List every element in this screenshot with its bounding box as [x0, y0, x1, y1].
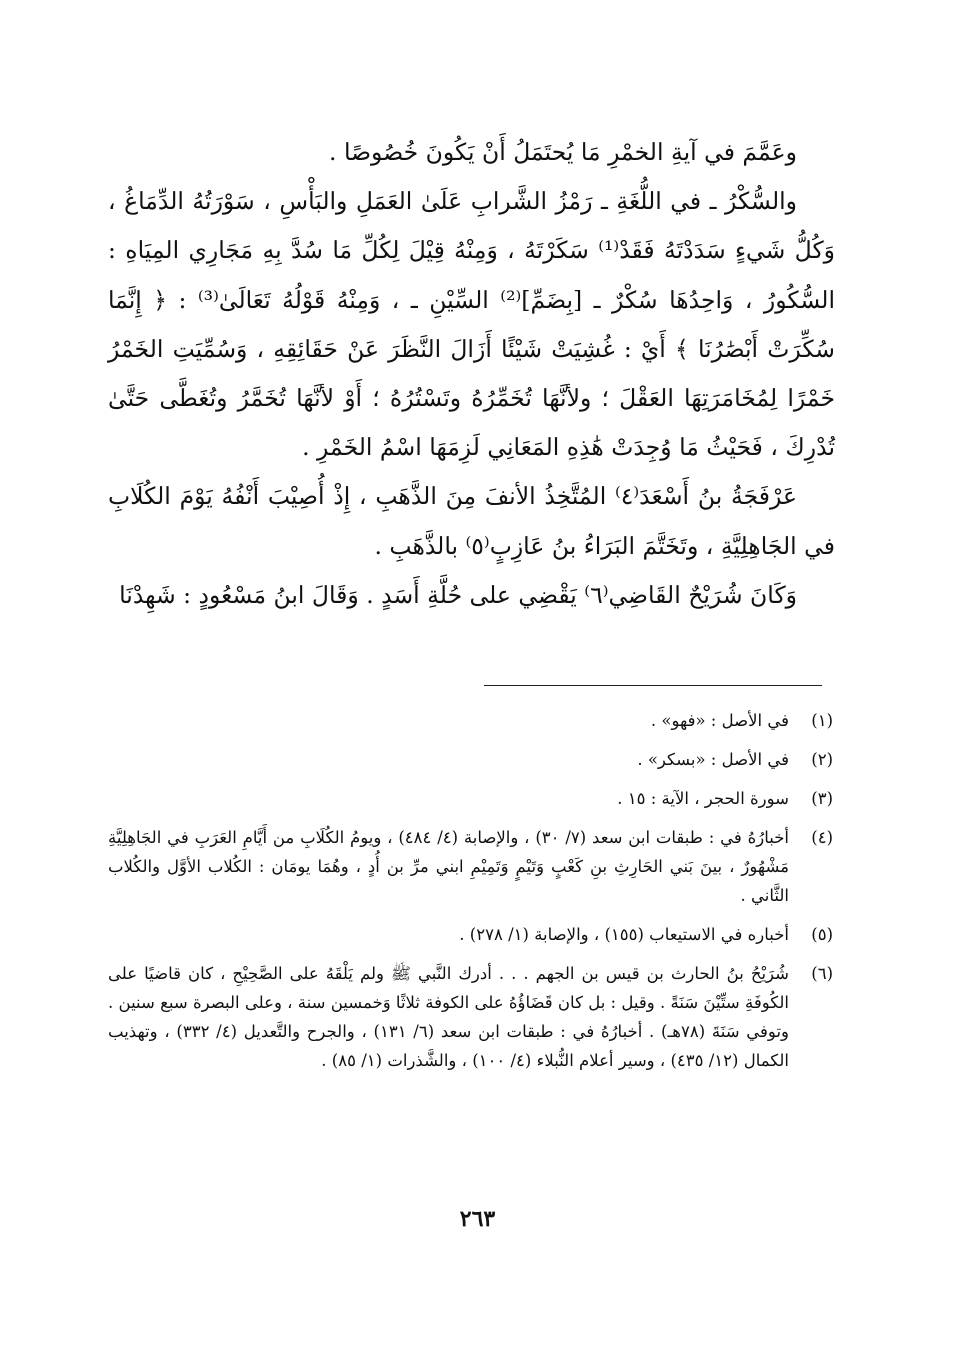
- footnote-number: (٥): [811, 925, 833, 944]
- footnote-number: (٣): [811, 789, 833, 808]
- page-number: ٢٦٣: [459, 1206, 496, 1232]
- footnote-text: سورة الحجر ، الآية : ١٥ .: [617, 789, 789, 808]
- footnote-separator: [484, 685, 822, 686]
- footnote-2: [108, 745, 833, 774]
- footnote-text: شُرَيْحُ بنُ الحارث بن قيس بن الجهم . . . أدرك النَّبي ﷺ ولم يَلْقَهُ على الصَّحِيْحِ ، كان قاضيًا على الكُوفَةِ ستِّيْنَ سَنَةً . وقيل : بل كان قَضَاؤُهُ على الكوفة ثلاثًا وَخمسين سنة ، وعلى البصرة سبع سنين . وتوفي سَنَةَ (٧٨هـ) . أخبارُهُ في : طبقات ابن سعد (٦/ ١٣١) ، والجرح والتَّعديل (٤/ ٣٣٢) ، وتهذيب الكمال (١٢/ ٤٣٥) ، وسير أعلام النُّبلاء (٤/ ١٠٠) ، والشَّذرات (١/ ٨٥) .: [108, 964, 789, 1070]
- footnote-text: أخباره في الاستيعاب (١٥٥) ، والإصابة (١/ ٢٧٨) .: [459, 925, 789, 944]
- paragraph-2: والسُّكْرُ ـ في اللُّغَةِ ـ رَمْزُ الشَّرابِ عَلَىٰ العَمَلِ والبَأْسِ ، سَوْرَتُهُ الدِّمَاغُ ، وَكُلُّ شَيءٍ سَدَدْتَهُ فَقَدْ⁽¹⁾ سَكَرْتَهُ ، وَمِنْهُ قِيْلَ لِكُلِّ مَا سُدَّ بِهِ مَجَارِي المِيَاهِ : السُّكُورُ ، وَاحِدُهَا سُكْرٌ ـ [بِضَمِّ]⁽²⁾ السِّيْنِ ـ ، وَمِنْهُ قَوْلُهُ تَعَالَىٰ⁽³⁾ : ﴿ إِنَّمَا سُكِّرَتْ أَبْصَٰرُنَا ﴾ أَيْ : غُشِيَتْ شَيْئًا أَزَالَ النَّظَرَ عَنْ حَقَائِقِهِ ، وَسُمِّيَتِ الخَمْرُ خَمْرًا لِمُخَامَرَتِهَا العَقْلَ ؛ ولأنَّهَا تُخَمِّرُهُ وتَسْتُرُهُ ؛ أَوْ لأنَّهَا تُخَمَّرُ وتُغَطَّى حَتَّىٰ تُدْرِكَ ، فَحَيْثُ مَا وُجِدَتْ هَٰذِهِ المَعَانِي لَزِمَهَا اسْمُ الخَمْرِ .: [108, 187, 835, 462]
- paragraph-3: عَرْفَجَةُ بنُ أَسْعَدَ⁽٤⁾ المُتَّخِذُ الأنفَ مِنَ الذَّهَبِ ، إِذْ أُصِيْبَ أَنْفُهُ يَوْمَ الكُلَابِ في الجَاهِلِيَّةِ ، وتَخَتَّمَ البَرَاءُ بنُ عَازِبٍ⁽٥⁾ بالذَّهَبِ .: [108, 482, 835, 560]
- footnote-1: [108, 706, 833, 735]
- footnote-number: (٢): [811, 750, 833, 769]
- paragraph-1: وعَمَّمَ في آيةِ الخمْرِ مَا يُحتَمَلُ أَنْ يَكُونَ خُصُوصًا .: [329, 138, 797, 166]
- footnote-number: (٤): [811, 828, 833, 847]
- footnote-text: أخبارُهُ في : طبقات ابن سعد (٧/ ٣٠) ، والإصابة (٤/ ٤٨٤) ، ويومُ الكُلَابِ من أَيَّامِ العَرَبِ في الجَاهِلِيَّةِ مَشْهُورٌ ، بينَ بَني الحَارِثِ بنِ كَعْبٍ وَتَيْمٍ وَتَمِيْمِ ابني مرِّ بن أُدٍ ، وهُمَا يومَان : الكُلاب الأوَّل والكُلاب الثَّاني .: [108, 828, 789, 905]
- footnote-5: [108, 920, 833, 949]
- paragraph-4: وَكَانَ شُرَيْحٌ القَاضِي⁽٦⁾ يَقْضِي على حُلَّةِ أَسَدٍ . وَقَالَ ابنُ مَسْعُودٍ : شَهِدْنَا: [119, 580, 797, 609]
- main-text: [108, 128, 835, 620]
- footnote-text: في الأصل : «فهو» .: [650, 711, 789, 730]
- footnote-3: [108, 784, 833, 813]
- footnote-number: (٦): [811, 964, 833, 983]
- footnote-text: في الأصل : «بسكر» .: [637, 750, 789, 769]
- footnote-4: [108, 823, 833, 910]
- footnotes: [108, 706, 833, 1075]
- footnote-number: (١): [811, 711, 833, 730]
- footnote-6: [108, 959, 833, 1075]
